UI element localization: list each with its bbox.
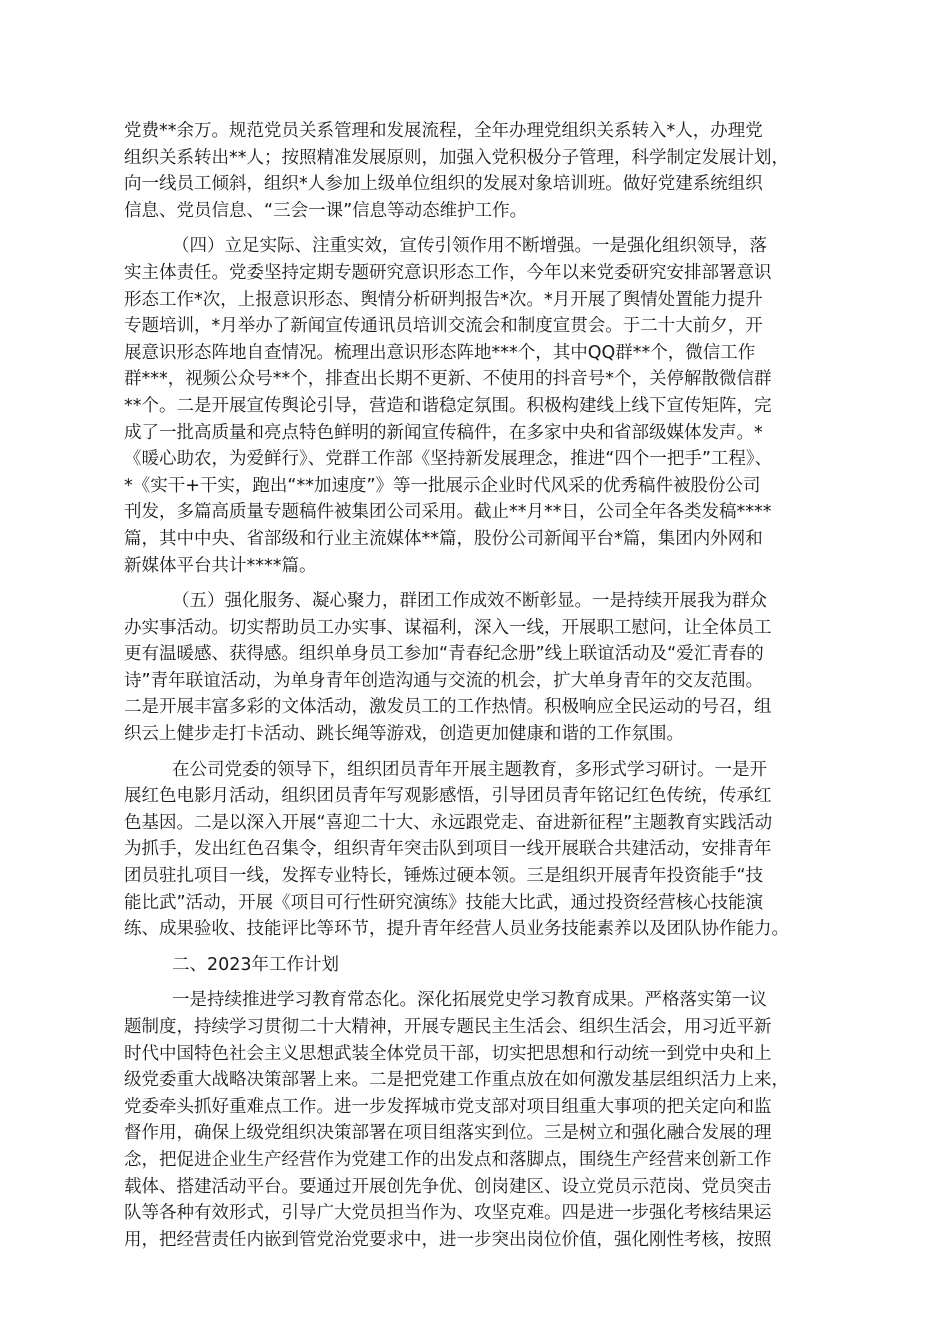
text-line: （四）立足实际、注重实效，宣传引领作用不断增强。一是强化组织领导，落 bbox=[172, 236, 767, 257]
text-line: 形态工作*次，上报意识形态、舆情分析研判报告*次。*月开展了舆情处置能力提升 bbox=[124, 289, 763, 310]
text-line: 级党委重大战略决策部署上来。二是把党建工作重点放在如何激发基层组织活力上来， bbox=[124, 1070, 789, 1091]
text-line: 信息、党员信息、“三会一课”信息等动态维护工作。 bbox=[124, 200, 528, 221]
text-line: 队等各种有效形式，引导广大党员担当作为、攻坚克难。四是进一步强化考核结果运 bbox=[124, 1203, 772, 1224]
section-heading bbox=[124, 952, 839, 979]
text-line: 党委牵头抓好重难点工作。进一步发挥城市党支部对项目组重大事项的把关定向和监 bbox=[124, 1096, 772, 1117]
text-line: 时代中国特色社会主义思想武装全体党员干部，切实把思想和行动统一到党中央和上 bbox=[124, 1043, 772, 1064]
text-line: 用，把经营责任内嵌到管党治党要求中，进一步突出岗位价值，强化刚性考核，按照 bbox=[124, 1229, 772, 1250]
text-line: *《实干+干实，跑出“**加速度”》等一批展示企业时代风采的优秀稿件被股份公司 bbox=[124, 475, 761, 496]
text-line: 载体、搭建活动平台。要通过开展创先争优、创岗建区、设立党员示范岗、党员突击 bbox=[124, 1176, 772, 1197]
paragraph-party-fees bbox=[124, 118, 839, 224]
text-line: 群***，视频公众号**个，排查出长期不更新、不使用的抖音号*个，关停解散微信群 bbox=[124, 369, 772, 390]
text-line: 展意识形态阵地自查情况。梳理出意识形态阵地***个，其中QQ群**个，微信工作 bbox=[124, 342, 756, 363]
text-line: 念，把促进企业生产经营作为党建工作的出发点和落脚点，围绕生产经营来创新工作 bbox=[124, 1149, 772, 1170]
text-line: 展红色电影月活动，组织团员青年写观影感悟，引导团员青年铭记红色传统，传承红 bbox=[124, 786, 772, 807]
text-line: 题制度，持续学习贯彻二十大精神，开展专题民主生活会、组织生活会，用习近平新 bbox=[124, 1017, 772, 1037]
text-line: 组织关系转出**人；按照精准发展原则，加强入党积极分子管理，科学制定发展计划， bbox=[124, 147, 789, 168]
document-page bbox=[124, 118, 839, 1262]
text-line: 办实事活动。切实帮助员工办实事、谋福利，深入一线，开展职工慰问，让全体员工 bbox=[124, 617, 772, 638]
text-line: （五）强化服务、凝心聚力，群团工作成效不断彰显。一是持续开展我为群众 bbox=[172, 591, 767, 612]
text-line: 为抓手，发出红色召集令，组织青年突击队到项目一线开展联合共建活动，安排青年 bbox=[124, 839, 772, 860]
text-line: 篇，其中中央、省部级和行业主流媒体**篇，股份公司新闻平台*篇，集团内外网和 bbox=[124, 528, 763, 549]
paragraph-publicity bbox=[124, 233, 839, 579]
text-line: 团员驻扎项目一线，发挥专业特长，锤炼过硬本领。三是组织开展青年投资能手“技 bbox=[124, 866, 764, 887]
text-line: 练、成果验收、技能评比等环节，提升青年经营人员业务技能素养以及团队协作能力。 bbox=[124, 919, 789, 940]
text-line: 实主体责任。党委坚持定期专题研究意识形态工作，今年以来党委研究安排部署意识 bbox=[124, 262, 772, 283]
text-line: 向一线员工倾斜，组织*人参加上级单位组织的发展对象培训班。做好党建系统组织 bbox=[124, 174, 763, 195]
text-line: **个。二是开展宣传舆论引导，营造和谐稳定氛围。积极构建线上线下宣传矩阵，完 bbox=[124, 395, 772, 416]
text-line: 更有温暖感、获得感。组织单身员工参加“青春纪念册”线上联谊活动及“爱汇青春的 bbox=[124, 644, 764, 665]
text-line: 诗”青年联谊活动，为单身青年创造沟通与交流的机会，扩大单身青年的交友范围。 bbox=[124, 670, 764, 691]
text-line: 能比武”活动，开展《项目可行性研究演练》技能大比武，通过投资经营核心技能演 bbox=[124, 892, 764, 913]
text-line: 党费**余万。规范党员关系管理和发展流程，全年办理党组织关系转入*人，办理党 bbox=[124, 121, 763, 141]
text-line: 《暖心助农，为爱鲜行》、党群工作部《坚持新发展理念，推进“四个一把手”工程》、 bbox=[124, 449, 773, 470]
text-line: 专题培训，*月举办了新闻宣传通讯员培训交流会和制度宣贯会。于二十大前夕，开 bbox=[124, 316, 763, 337]
text-line: 一是持续推进学习教育常态化。深化拓展党史学习教育成果。严格落实第一议 bbox=[172, 990, 767, 1011]
text-line: 刊发，多篇高质量专题稿件被集团公司采用。截止**月**日，公司全年各类发稿**** bbox=[124, 502, 772, 523]
text-line: 织云上健步走打卡活动、跳长绳等游戏，创造更加健康和谐的工作氛围。 bbox=[124, 724, 684, 745]
paragraph-work-plan bbox=[124, 987, 839, 1253]
text-line: 督作用，确保上级党组织决策部署在项目组落实到位。三是树立和强化融合发展的理 bbox=[124, 1123, 772, 1144]
text-line: 在公司党委的领导下，组织团员青年开展主题教育，多形式学习研讨。一是开 bbox=[172, 759, 767, 780]
text-line: 色基因。二是以深入开展“喜迎二十大、永远跟党走、奋进新征程”主题教育实践活动 bbox=[124, 812, 773, 833]
text-line: 成了一批高质量和亮点特色鲜明的新闻宣传稿件，在多家中央和省部级媒体发声。* bbox=[124, 422, 763, 443]
paragraph-youth-education bbox=[124, 757, 839, 943]
paragraph-mass-work bbox=[124, 588, 839, 748]
text-line: 二是开展丰富多彩的文体活动，激发员工的工作热情。积极响应全民运动的号召，组 bbox=[124, 697, 772, 718]
text-line: 新媒体平台共计****篇。 bbox=[124, 555, 317, 576]
section-heading-text: 二、2023年工作计划 bbox=[172, 954, 340, 975]
